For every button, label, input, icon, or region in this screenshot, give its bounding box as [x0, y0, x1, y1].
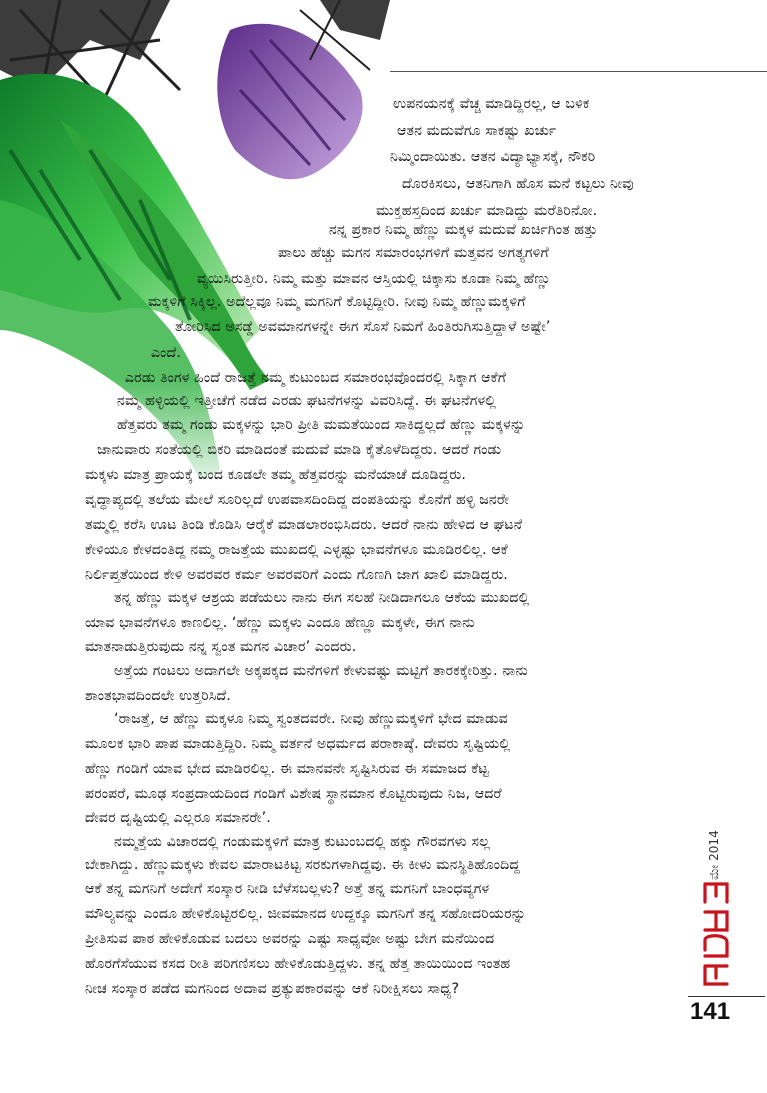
text-line: ನಮ್ಮ ಹಳ್ಳಿಯಲ್ಲಿ ಇತ್ತೀಚೆಗೆ ನಡೆದ ಎರಡು ಘಟನೆಗಳನ್ನು ವಿವರಿಸಿದ್ದೆ. ಈ ಘಟನೆಗಳಲ್ಲಿ [117, 393, 497, 409]
text-line: ದೇವರ ದೃಷ್ಟಿಯಲ್ಲಿ ಎಲ್ಲರೂ ಸಮಾನರೇ’. [85, 810, 271, 826]
issue-date: ಮೇ 2014 [707, 830, 721, 880]
text-line: ಜಾನುವಾರು ಸಂತೆಯಲ್ಲಿ ಬಿಕರಿ ಮಾಡಿದಂತೆ ಮದುವೆ ಮಾಡಿ ಕೈತೊಳೆದಿದ್ದರು. ಆದರೆ ಗಂಡು [97, 442, 502, 458]
text-line: ತನ್ನ ಹೆಣ್ಣು ಮಕ್ಕಳ ಆಶ್ರಯ ಪಡೆಯಲು ನಾನು ಈಗ ಸಲಹೆ ನೀಡಿದಾಗಲೂ ಆಕೆಯ ಮುಖದಲ್ಲಿ [114, 590, 530, 606]
text-line: ಹೊರಗೆಸೆಯುವ ಕಸದ ರೀತಿ ಪರಿಗಣಿಸಲು ಹೇಳಿಕೊಡುತ್ತಿದ್ದಳು. ತನ್ನ ಹೆತ್ತ ತಾಯಿಯಿಂದ ಇಂತಹ [85, 956, 511, 972]
text-line: ವ್ಯಯಿಸಿರುತ್ತೀರಿ. ನಿಮ್ಮ ಮತ್ತು ಮಾವನ ಆಸ್ತಿಯಲ್ಲಿ ಚಿಕ್ಕಾಸು ಕೂಡಾ ನಿಮ್ಮ ಹೆಣ್ಣು [197, 271, 551, 287]
text-line: ಕೇಳಿಯೂ ಕೇಳದಂತಿದ್ದ ನಮ್ಮ ರಾಜತ್ತೆಯ ಮುಖದಲ್ಲಿ ಎಳ್ಳಷ್ಟು ಭಾವನೆಗಳೂ ಮೂಡಿರಲಿಲ್ಲ. ಆಕೆ [85, 542, 508, 558]
text-line: ದೊರಕಿಸಲು, ಆತನಿಗಾಗಿ ಹೊಸ ಮನೆ ಕಟ್ಟಲು ನೀವು [402, 176, 634, 192]
text-line: ಎರಡು ತಿಂಗಳ ಹಿಂದೆ ರಾಜತ್ತೆ ನಮ್ಮ ಕುಟುಂಬದ ಸಮಾರಂಭವೊಂದರಲ್ಲಿ ಸಿಕ್ಕಾಗ ಆಕೆಗೆ [125, 370, 507, 386]
text-line: ನನ್ನ ಪ್ರಕಾರ ನಿಮ್ಮ ಹೆಣ್ಣು ಮಕ್ಕಳ ಮದುವೆ ಖರ್ಚಿಗಿಂತ ಹತ್ತು [329, 222, 598, 238]
text-line: ಎಂದೆ. [151, 345, 181, 361]
magazine-logo [701, 880, 731, 990]
text-line: ನಮ್ಮತ್ತೆಯ ವಿಚಾರದಲ್ಲಿ ಗಂಡುಮಕ್ಕಳಿಗೆ ಮಾತ್ರ ಕುಟುಂಬದಲ್ಲಿ ಹಕ್ಕು ಗೌರವಗಳು ಸಲ್ಲ [114, 834, 491, 850]
text-line: ಮೂಲಕ ಭಾರಿ ಪಾಪ ಮಾಡುತ್ತಿದ್ದಿರಿ. ನಿಮ್ಮ ವರ್ತನೆ ಅಧರ್ಮದ ಪರಾಕಾಷ್ಠೆ. ದೇವರು ಸೃಷ್ಟಿಯಲ್ಲಿ [85, 736, 511, 752]
text-line: ‘ರಾಜತ್ತೆ, ಆ ಹೆಣ್ಣು ಮಕ್ಕಳೂ ನಿಮ್ಮ ಸ್ವಂತದವರೇ. ನೀವು ಹೆಣ್ಣುಮಕ್ಕಳಿಗೆ ಭೇದ ಮಾಡುವ [114, 711, 508, 727]
text-line: ನೀಚ ಸಂಸ್ಕಾರ ಪಡೆದ ಮಗನಿಂದ ಅದಾವ ಪ್ರತ್ಯುಪಕಾರವನ್ನು ಆಕೆ ನಿರೀಕ್ಷಿಸಲು ಸಾಧ್ಯ? [85, 981, 460, 997]
text-line: ಹೆತ್ತವರು ತಮ್ಮ ಗಂಡು ಮಕ್ಕಳನ್ನು ಭಾರಿ ಪ್ರೀತಿ ಮಮತೆಯಿಂದ ಸಾಕಿದ್ದಲ್ಲದೆ ಹೆಣ್ಣು ಮಕ್ಕಳನ್ನು [117, 417, 526, 433]
text-line: ಮುಕ್ತಹಸ್ತದಿಂದ ಖರ್ಚು ಮಾಡಿದ್ದು ಮರೆತಿರಿನೋ. [376, 203, 598, 219]
text-line: ಮಾತನಾಡುತ್ತಿರುವುದು ನನ್ನ ಸ್ವಂತ ಮಗನ ವಿಚಾರ’ ಎಂದರು. [85, 639, 357, 655]
text-line: ಪರಂಪರೆ, ಮೂಢ ಸಂಪ್ರದಾಯದಿಂದ ಗಂಡಿಗೆ ವಿಶೇಷ ಸ್ಥಾನಮಾನ ಕೊಟ್ಟಿರುವುದು ನಿಜ, ಆದರೆ [85, 786, 502, 802]
text-line: ನಿರ್ಲಿಪ್ತತೆಯಿಂದ ಕೇಳಿ ಅವರವರ ಕರ್ಮ ಅವರವರಿಗೆ ಎಂದು ಗೊಣಗಿ ಜಾಗ ಖಾಲಿ ಮಾಡಿದ್ದರು. [85, 567, 508, 583]
text-line: ಪ್ರೀತಿಸುವ ಪಾಠ ಹೇಳಿಕೊಡುವ ಬದಲು ಅವರನ್ನು ಎಷ್ಟು ಸಾಧ್ಯವೋ ಅಷ್ಟು ಬೇಗ ಮನೆಯಿಂದ [85, 931, 495, 947]
text-line: ಬೇಕಾಗಿದ್ದು. ಹೆಣ್ಣುಮಕ್ಕಳು ಕೇವಲ ಮಾರಾಟಕಿಟ್ಟ ಸರಕುಗಳಾಗಿದ್ದವು. ಈ ಕೀಳು ಮನಸ್ಥಿತಿಹೊಂದಿದ್ದ [85, 857, 520, 873]
magazine-sidebar [701, 815, 731, 990]
page-number-rule [688, 996, 765, 997]
text-line: ತೋರಿಸಿದ ಅಸಡ್ಡೆ ಅವಮಾನಗಳನ್ನೇ ಈಗ ಸೊಸೆ ನಿಮಗೆ ಹಿಂತಿರುಗಿಸುತ್ತಿದ್ದಾಳೆ ಅಷ್ಟೇ’ [175, 319, 551, 335]
page-number: 141 [690, 998, 731, 1025]
text-line: ಅತ್ತೆಯ ಗಂಟಲು ಅದಾಗಲೇ ಅಕ್ಕಪಕ್ಕದ ಮನೆಗಳಿಗೆ ಕೇಳುವಷ್ಟು ಮಟ್ಟಿಗೆ ತಾರಕಕ್ಕೇರಿತ್ತು. ನಾನು [114, 663, 528, 679]
text-line: ಉಪನಯನಕ್ಕೆ ವೆಚ್ಚ ಮಾಡಿದ್ದಿರಲ್ಲ, ಆ ಬಳಿಕ [393, 96, 590, 112]
header-rule [390, 71, 767, 72]
text-line: ಆತನ ಮದುವೆಗೂ ಸಾಕಷ್ಟು ಖರ್ಚು [397, 123, 557, 139]
text-line: ಆಕೆ ತನ್ನ ಮಗನಿಗೆ ಅದೇಗೆ ಸಂಸ್ಕಾರ ನೀಡಿ ಬೆಳೆಸಬಲ್ಲಳು? ಅತ್ತೆ ತನ್ನ ಮಗನಿಗೆ ಬಾಂಧವ್ಯಗಳ [85, 881, 490, 897]
text-line: ಪಾಲು ಹೆಚ್ಚು ಮಗನ ಸಮಾರಂಭಗಳಿಗೆ ಮತ್ತವನ ಅಗತ್ಯಗಳಿಗೆ [278, 245, 549, 261]
text-line: ಮೌಲ್ಯವನ್ನು ಎಂದೂ ಹೇಳಿಕೊಟ್ಟಿರಲಿಲ್ಲ. ಜೀವಮಾನದ ಉದ್ದಕ್ಕೂ ಮಗನಿಗೆ ತನ್ನ ಸಹೋದರಿಯರನ್ನು [85, 906, 527, 922]
text-line: ಹೆಣ್ಣು ಗಂಡಿಗೆ ಯಾವ ಭೇದ ಮಾಡಿರಲಿಲ್ಲ. ಈ ಮಾನವನೇ ಸೃಷ್ಟಿಸಿರುವ ಈ ಸಮಾಜದ ಕೆಟ್ಟ [85, 761, 489, 777]
text-line: ವೃದ್ಧಾಪ್ಯದಲ್ಲಿ ತಲೆಯ ಮೇಲೆ ಸೂರಿಲ್ಲದೆ ಉಪವಾಸದಿಂದಿದ್ದ ದಂಪತಿಯನ್ನು ಕೊನೆಗೆ ಹಳ್ಳಿ ಜನರೇ [85, 492, 510, 508]
text-line: ಶಾಂತಭಾವದಿಂದಲೇ ಉತ್ತರಿಸಿದೆ. [85, 688, 231, 704]
text-line: ಮಕ್ಕಳಿಗೆ ಸಿಕ್ಕಿಲ್ಲ. ಅದೆಲ್ಲವೂ ನಿಮ್ಮ ಮಗನಿಗೆ ಕೊಟ್ಟಿದ್ದೀರಿ. ನೀವು ನಿಮ್ಮ ಹೆಣ್ಣುಮಕ್ಕಳಿಗೆ [148, 294, 526, 310]
text-line: ಯಾವ ಭಾವನೆಗಳೂ ಕಾಣಲಿಲ್ಲ. ‘ಹೆಣ್ಣು ಮಕ್ಕಳು ಎಂದೂ ಹೆಣ್ಣೂ ಮಕ್ಕಳೇ, ಈಗ ನಾನು [85, 615, 475, 631]
text-line: ತಮ್ಮಲ್ಲಿ ಕರೆಸಿ ಊಟ ತಿಂಡಿ ಕೊಡಿಸಿ ಆರೈಕೆ ಮಾಡಲಾರಂಭಿಸಿದರು. ಆದರೆ ನಾನು ಹೇಳಿದ ಆ ಘಟನೆ [85, 517, 523, 533]
text-line: ಮಕ್ಕಳು ಮಾತ್ರ ಪ್ರಾಯಕ್ಕೆ ಬಂದ ಕೂಡಲೇ ತಮ್ಮ ಹೆತ್ತವರನ್ನು ಮನೆಯಾಚೆ ದೂಡಿದ್ದರು. [85, 467, 466, 483]
text-line: ನಿಮ್ಮಿಂದಾಯಿತು. ಆತನ ವಿದ್ಯಾಭ್ಯಾಸಕ್ಕೆ, ನೌಕರಿ [390, 149, 596, 165]
